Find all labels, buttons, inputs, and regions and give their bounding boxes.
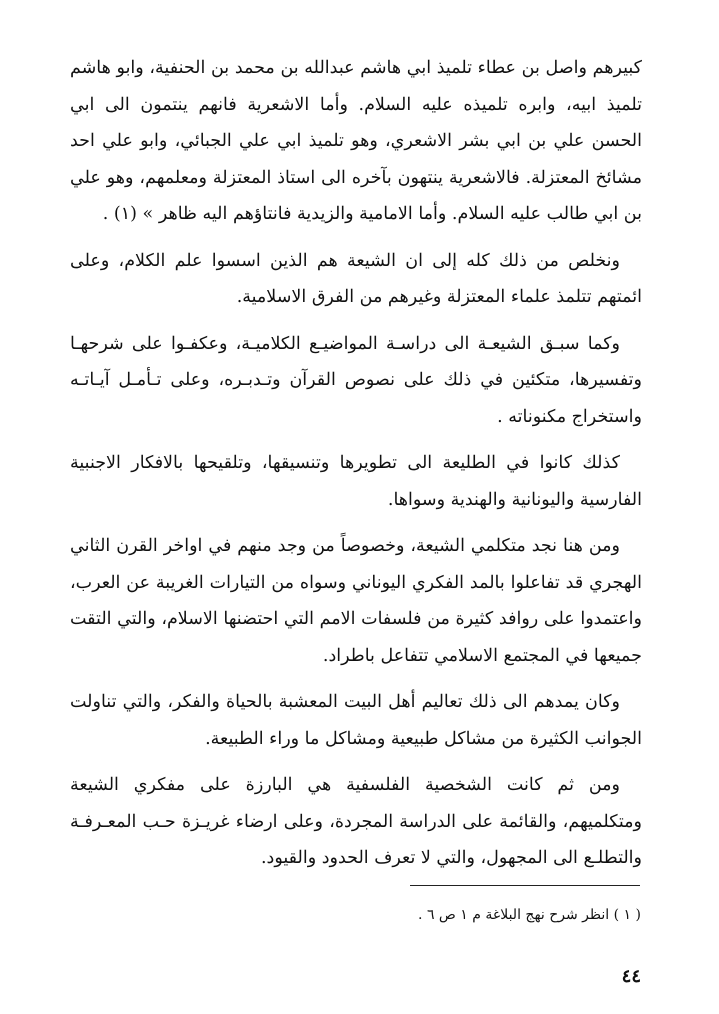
paragraph-3: وكما سبـق الشيعـة الى دراسـة المواضيـع الكلاميـة، وعكفـوا على شرحهـا وتفسيرها، متكئين في ذلك على نصوص القرآن وتـدبـره، وعلى تـأمـل آيـاتـه واستخراج مكنوناته . <box>70 333 642 427</box>
body-text <box>70 50 642 877</box>
paragraph-4: كذلك كانوا في الطليعة الى تطويرها وتنسيقها، وتلقيحها بالافكار الاجنبية الفارسية واليونانية والهندية وسواها. <box>70 453 642 510</box>
paragraph-5: ومن هنا نجد متكلمي الشيعة، وخصوصاً من وجد منهم في اواخر القرن الثاني الهجري قد تفاعلوا بالمد الفكري اليوناني وسواه من التيارات الغريبة عن العرب، واعتمدوا على روافد كثيرة من فلسفات الامم التي احتضنها الاسلام، والتي التقت جميعها في المجتمع الاسلامي تتفاعل باطراد. <box>70 536 642 666</box>
paragraph-2: ونخلص من ذلك كله إلى ان الشيعة هم الذين اسسوا علم الكلام، وعلى ائمتهم تتلمذ علماء المعتزلة وغيرهم من الفرق الاسلامية. <box>70 250 642 307</box>
page-number: ٤٤ <box>621 966 641 987</box>
footnote-divider <box>410 885 640 886</box>
paragraph-6: وكان يمدهم الى ذلك تعاليم أهل البيت المعشبة بالحياة والفكر، والتي تناولت الجوانب الكثيرة من مشاكل طبيعية ومشاكل ما وراء الطبيعة. <box>70 692 642 749</box>
paragraph-7: ومن ثم كانت الشخصية الفلسفية هي البارزة على مفكري الشيعة ومتكلميهم، والقائمة على الدراسة المجردة، وعلى ارضاء غريـزة حـب المعـرفـة والتطلـع الى المجهول، والتي لا تعرف الحدود والقيود. <box>70 775 642 868</box>
footnote: ( ١ ) انظر شرح نهج البلاغة م ١ ص ٦ . <box>418 907 641 923</box>
paragraph-1: كبيرهم واصل بن عطاء تلميذ ابي هاشم عبدالله بن محمد بن الحنفية، وابو هاشم تلميذ ابيه، وابره تلميذه عليه السلام. وأما الاشعرية فانهم ينتمون الى ابي الحسن علي بن ابي بشر الاشعري، وهو تلميذ ابي علي الجبائي، وابو علي احد مشائخ المعتزلة. فالاشعرية ينتهون بآخره الى استاذ المعتزلة ومعلمهم، وهو علي بن ابي طالب عليه السلام. وأما الامامية والزيدية فانتاؤهم اليه ظاهر » (١) . <box>70 58 643 224</box>
